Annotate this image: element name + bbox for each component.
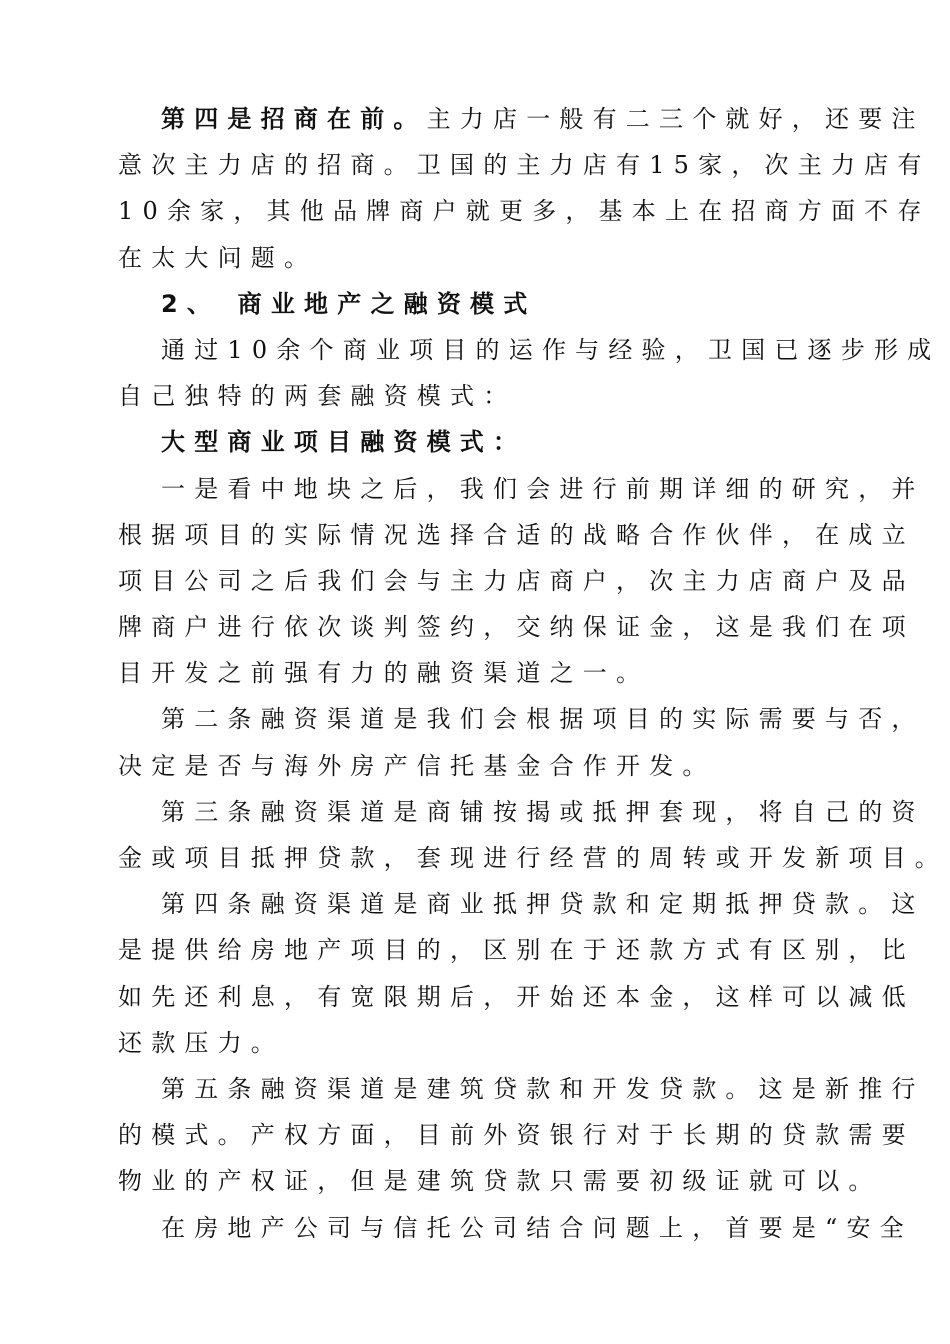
section-heading: 2、 商业地产之融资模式	[161, 289, 537, 318]
paragraph-text: 主力店一般有二三个就好，还要注	[426, 105, 925, 133]
paragraph-line: 通过10余个商业项目的运作与经验，卫国已逐步形成	[161, 335, 941, 364]
paragraph-line: 10余家，其他品牌商户就更多，基本上在招商方面不存	[118, 197, 931, 226]
paragraph-line: 的模式。产权方面，目前外资银行对于长期的贷款需要	[118, 1121, 915, 1150]
paragraph-channel-three	[118, 789, 948, 881]
paragraph-line: 自己独特的两套融资模式：	[118, 382, 517, 411]
paragraph-line: 根据项目的实际情况选择合适的战略合作伙伴，在成立	[118, 520, 915, 549]
paragraph-line: 决定是否与海外房产信托基金合作开发。	[118, 751, 716, 780]
paragraph-attract-tenants	[118, 96, 931, 281]
paragraph-line: 第三条融资渠道是商铺按揭或抵押套现，将自己的资	[161, 797, 925, 826]
paragraph-channel-one	[118, 466, 925, 697]
paragraph-line: 意次主力店的招商。卫国的主力店有15家，次主力店有	[118, 151, 931, 180]
paragraph-line: 第二条融资渠道是我们会根据项目的实际需要与否，	[161, 705, 925, 734]
paragraph-line: 一是看中地块之后，我们会进行前期详细的研究，并	[161, 474, 925, 503]
paragraph-line	[118, 96, 925, 142]
paragraph-line: 第四条融资渠道是商业抵押贷款和定期抵押贷款。这	[161, 890, 925, 919]
paragraph-lead-bold: 第四是招商在前。	[161, 105, 427, 133]
paragraph-line: 牌商户进行依次谈判签约，交纳保证金，这是我们在项	[118, 613, 915, 642]
paragraph-trust-cooperation	[118, 1205, 913, 1251]
paragraph-financing-intro	[118, 327, 941, 419]
paragraph-line: 项目公司之后我们会与主力店商户，次主力店商户及品	[118, 566, 915, 595]
paragraph-line: 是提供给房地产项目的，区别在于还款方式有区别，比	[118, 936, 915, 965]
paragraph-channel-two	[118, 696, 925, 788]
paragraph-channel-five	[118, 1066, 925, 1205]
paragraph-line: 在房地产公司与信托公司结合问题上，首要是“安全	[161, 1213, 913, 1242]
paragraph-line: 物业的产权证，但是建筑贷款只需要初级证就可以。	[118, 1167, 882, 1196]
paragraph-line: 目开发之前强有力的融资渠道之一。	[118, 659, 650, 688]
paragraph-channel-four	[118, 881, 925, 1066]
paragraph-line: 如先还利息，有宽限期后，开始还本金，这样可以减低	[118, 982, 915, 1011]
paragraph-line: 第五条融资渠道是建筑贷款和开发贷款。这是新推行	[161, 1074, 925, 1103]
paragraph-line: 在太大问题。	[118, 243, 318, 272]
subsection-heading: 大型商业项目融资模式：	[161, 428, 527, 457]
paragraph-line: 还款压力。	[118, 1028, 284, 1057]
document-page	[118, 96, 948, 1251]
paragraph-line: 金或项目抵押贷款，套现进行经营的周转或开发新项目。	[118, 844, 948, 872]
